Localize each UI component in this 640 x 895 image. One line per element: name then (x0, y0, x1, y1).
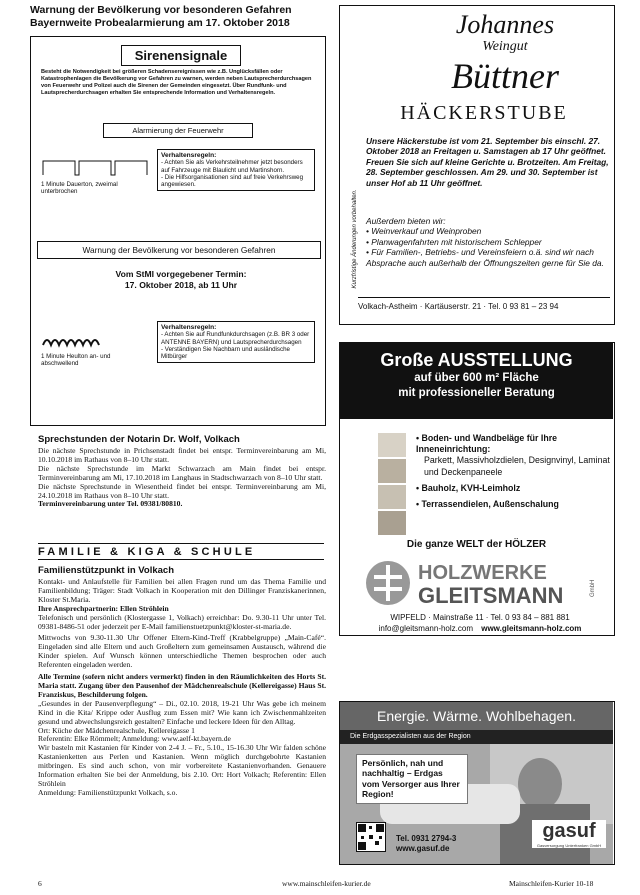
gleitsmann-banner-line2: auf über 600 m² Fläche (414, 372, 539, 384)
section-title: FAMILIE & KIGA & SCHULE (38, 546, 256, 558)
gleitsmann-slogan: Die ganze WELT der HÖLZER (406, 539, 547, 550)
gleitsmann-banner (340, 343, 613, 419)
gleitsmann-item1-sub: Parkett, Massivholzdielen, Designvinyl, Laminat und Deckenpaneele (424, 455, 610, 477)
gleitsmann-item1-title: • Boden- und Wandbeläge für Ihre Inneneinrichtung: (416, 433, 558, 455)
buettner-offers (366, 216, 610, 268)
gasuf-web[interactable]: www.gasuf.de (396, 844, 450, 853)
family-p2: Telefonisch und persönlich (Klostergasse 1, Volkach) erreichbar: Do. 9.30-11 Uhr unter Tel. 09381-8486-51 oder jederzeit per E-Mail familienstuetzpunkt@kloster-st-maria.de. (38, 612, 326, 631)
buettner-offer-1: • Weinverkauf und Weinproben (366, 226, 482, 237)
buettner-logo-line1: Johannes (455, 10, 555, 39)
gasuf-logo (532, 820, 606, 848)
gasuf-ad (339, 701, 615, 865)
family-p1: Kontakt- und Anlaufstelle für Familien bei allen Fragen rund um das Thema Familie und Familienbildung; Träger: Stadt Volkach in Kooperation mit den Dillinger Franziskanerinnen, Kloster St.Maria. (38, 577, 326, 604)
gasuf-phone: Tel. 0931 2794-3 (396, 834, 457, 843)
siren-intro: Besteht die Notwendigkeit bei größeren Schadensereignissen wie z.B. Unglücksfällen oder Katastrophenlagen die Bevölkerung vor Gefahren zu warnen, werden neben Lautsprecherdurchsagen von Feuerwehr und Polizei auch die Sirenen der Gemeinden eingesetzt. Über Rundfunk- und Lautsprecherdurchsagen erhalten Sie entsprechende Information und Verhaltensregeln. (41, 69, 312, 96)
family-p7: Referentin: Elke Römmelt; Anmeldung: www.aelf-kt.bayern.de (38, 734, 231, 744)
gleitsmann-banner-line1: Große AUSSTELLUNG (380, 350, 573, 370)
gasuf-sub-banner: Die Erdgasspezialisten aus der Region (340, 730, 613, 744)
family-p9: Anmeldung: Familienstützpunkt Volkach, s.o. (38, 787, 178, 797)
gleitsmann-item3: • Terrassendielen, Außenschalung (416, 499, 559, 510)
fire-signal-label: 1 Minute Dauerton, zweimal unterbrochen (41, 181, 118, 196)
date-line-2: 17. Oktober 2018, ab 11 Uhr (124, 280, 238, 290)
family-body (38, 578, 326, 798)
buettner-heading: HÄCKERSTUBE (400, 102, 568, 124)
gleitsmann-logo-line2: GLEITSMANN (418, 583, 564, 608)
warn-rules-title: Verhaltensregeln: (161, 324, 217, 331)
fire-signal-wave-icon (41, 157, 151, 179)
buettner-footer: Volkach-Astheim · Kartäuserstr. 21 · Tel. 0 93 81 – 23 94 (358, 297, 610, 311)
date-note (71, 269, 291, 291)
footer-publication: Mainschleifen-Kurier 10-18 (509, 879, 594, 888)
notary-p2: Die nächste Sprechstunde im Markt Schwarzach am Main findet bei entspr. Terminvereinbarung am Mi, 17.10.2018 im Langhaus in Stadtschwarzach von 8–10 Uhr statt. (38, 463, 326, 482)
wood-swatch-3 (378, 485, 406, 509)
siren-title: Sirenensignale (121, 45, 241, 66)
notary-title: Sprechstunden der Notarin Dr. Wolf, Volkach (38, 434, 240, 445)
gasuf-contact (396, 834, 456, 854)
gleitsmann-banner-line3: mit professioneller Beratung (398, 387, 555, 399)
family-title: Familienstützpunkt in Volkach (38, 565, 175, 576)
wood-swatch-1 (378, 433, 406, 457)
siren-signals-figure (30, 36, 326, 426)
family-p4: Alle Termine (sofern nicht anders vermerkt) finden in den Räumlichkeiten des Horts St. Maria statt. Zugang über den Pausenhof der Mädchenrealschule (Kellereigasse) Haus St. Franziskus, Beschilderung folgen. (38, 672, 326, 699)
family-p6: Ort: Küche der Mädchenrealschule, Kellereigasse 1 (38, 725, 195, 735)
gleitsmann-web[interactable]: www.gleitsmann-holz.com (481, 623, 582, 633)
gleitsmann-logo-small: GmbH (590, 579, 596, 597)
warning-label: Warnung der Bevölkerung vor besonderen Gefahren (37, 241, 321, 259)
notary-p3: Die nächste Sprechstunde in Wiesentheid findet bei entspr. Terminvereinbarung am Mi, 24.10.2018 im Rathaus von 8–10 Uhr statt. (38, 481, 326, 500)
gleitsmann-contact (350, 613, 610, 634)
buettner-ad (339, 5, 615, 325)
warn-rules-box (157, 321, 315, 363)
family-p5: „Gesundes in der Pausenverpflegung“ – Di., 02.10. 2018, 19-21 Uhr Was gebe ich meinem Kind in die Kita/ Krippe oder Ausflug zum Essen mit? Wie kann ich Zwischenmahlzeiten gesund und abwechslungsreich gestalten? Einfache und leckere Ideen für den Alltag. (38, 698, 326, 726)
gasuf-logo-sub: Gasversorgung Unterfranken GmbH (536, 843, 602, 848)
heading-line-2: Bayernweite Probealarmierung am 17. Oktober 2018 (30, 17, 290, 29)
alarm-label: Alarmierung der Feuerwehr (103, 123, 253, 138)
family-p8: Wir basteln mit Kastanien für Kinder von 2-4 J. – Fr., 5.10., 15-16.30 Uhr Wir falden schöne Kastanienketten aus Perlen und Kastanien. Wenn möglich durchgebohrte Kastanien mitbringen. Es sind auch schon, von mir vorbereitete Kastanienvorhanden. Genauere Information erhalten Sie bei der Anmeldung, bis 2.10. Ort: Hort Volkach; Referentin: Ellen Ströhlein (38, 743, 326, 788)
gleitsmann-item2: • Bauholz, KVH-Leimholz (416, 482, 521, 493)
gleitsmann-ad (339, 342, 615, 636)
gleitsmann-logo-line1: HOLZWERKE (418, 562, 547, 584)
gleitsmann-logo (362, 557, 602, 609)
fire-rules-title: Verhaltensregeln: (161, 152, 217, 159)
gleitsmann-list (416, 433, 612, 510)
fire-rule-1: - Achten Sie als Verkehrsteilnehmer jetzt besonders auf Fahrzeuge mit Blaulicht und Martinshorn. (161, 159, 303, 174)
notary-p1: Die nächste Sprechstunde in Prichsenstadt findet bei entspr. Terminvereinbarung am Mi, 10.10.2018 im Rathaus von 8–10 Uhr statt. (38, 446, 326, 464)
buettner-body: Unsere Häckerstube ist vom 21. September bis einschl. 27. Oktober 2018 an Freitagen u. Samstagen ab 17 Uhr geöffnet. Freuen Sie sich auf kleine Gerichte u. Brotzeiten. Am Freitag, 28. September geschlossen. Am 29. und 30. September ist unser Hof ab 11 Uhr geöffnet. (366, 136, 609, 188)
gasuf-logo-text: gasuf (542, 820, 596, 842)
gasuf-top-banner: Energie. Wärme. Wohlbehagen. (340, 702, 613, 730)
gleitsmann-email[interactable]: info@gleitsmann-holz.com (378, 623, 473, 633)
family-p3: Mittwochs von 9.30-11.30 Uhr Offener Eltern-Kind-Treff (Krabbelgruppe) „Main-Café“. Eingeladen sind alle Eltern und auch Großeltern zum gemeinsamen Austausch, während die Kinder spielen. Auf Wunsch können unterschiedliche Themen besprochen oder auch Referenten eingeladen werden. (38, 633, 326, 670)
family-contact-title: Ihre Ansprechpartnerin: Ellen Ströhlein (38, 603, 169, 613)
buettner-logo-line3: Büttner (451, 56, 559, 96)
heading-line-1: Warnung der Bevölkerung vor besonderen Gefahren (30, 4, 292, 16)
notary-body (38, 447, 326, 509)
page-number: 6 (38, 879, 42, 888)
gasuf-bubble: Persönlich, nah und nachhaltig – Erdgas vom Versorger aus Ihrer Region! (356, 754, 468, 804)
buettner-logo-line2: Weingut (482, 39, 528, 54)
buettner-offer-2: • Planwagenfahrten mit historischem Schlepper (366, 236, 542, 247)
gleitsmann-contact1: WIPFELD · Mainstraße 11 · Tel. 0 93 84 – 881 881 (390, 613, 570, 622)
buettner-vertical-note: Kurzfristige Änderungen vorbehalten. (352, 189, 358, 289)
fire-rules-box (157, 149, 315, 191)
buettner-offer-title: Außerdem bieten wir: (366, 216, 446, 226)
buettner-logo (420, 10, 590, 96)
wood-swatch-4 (378, 511, 406, 535)
warn-rule-1: - Achten Sie auf Rundfunkdurchsagen (z.B. BR 3 oder ANTENNE BAYERN) und Lautsprecherdurchsagen (161, 331, 310, 346)
qr-code-icon[interactable] (356, 822, 386, 852)
footer-website[interactable]: www.mainschleifen-kurier.de (282, 879, 371, 888)
notary-p4: Terminvereinbarung unter Tel. 09381/80810. (38, 499, 183, 509)
warn-rule-2: - Verständigen Sie Nachbarn und ausländische Mitbürger (161, 345, 290, 361)
date-line-1: Vom StMI vorgegebener Termin: (115, 269, 247, 279)
section-header (38, 543, 324, 560)
fire-rule-2: - Die Hilfsorganisationen sind auf freie Verkehrsweg angewiesen. (161, 173, 304, 189)
buettner-offer-3: • Für Familien-, Betriebs- und Vereinsfeiern o.ä. sind wir nach Absprache auch außerhalb der Öffnungszeiten gerne für Sie da. (366, 247, 604, 268)
warn-signal-wave-icon (41, 333, 101, 349)
warn-signal-label: 1 Minute Heulton an- und abschwellend (41, 353, 111, 368)
wood-swatch-2 (378, 459, 406, 483)
